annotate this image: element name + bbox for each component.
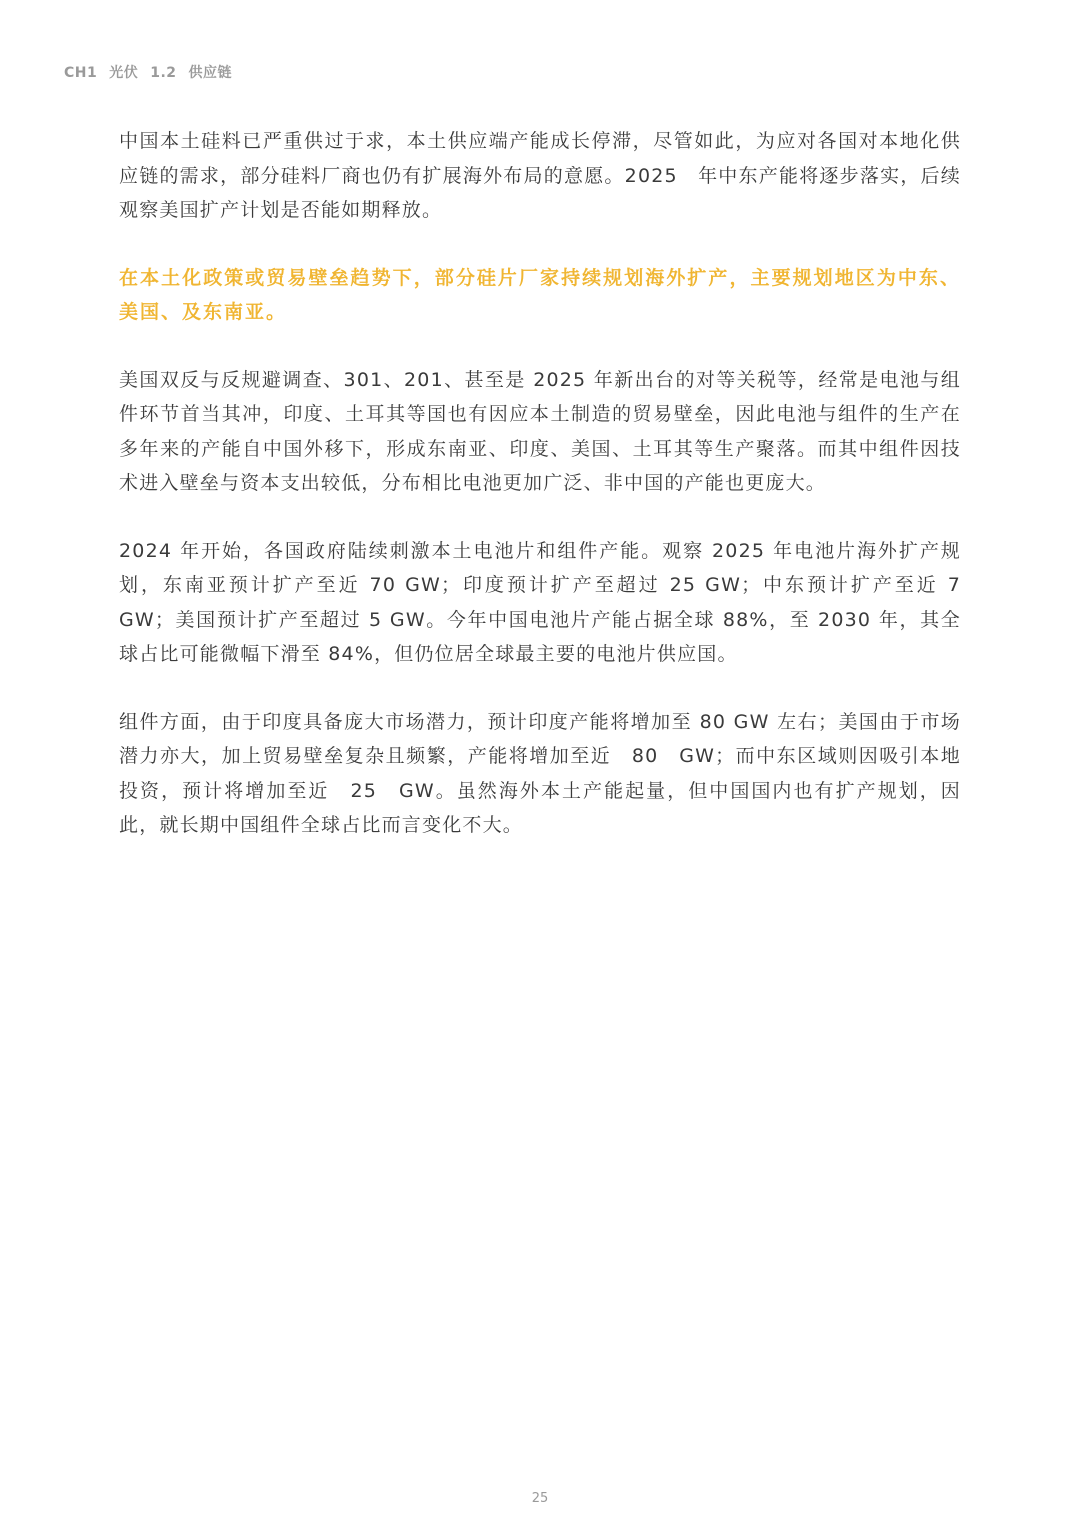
main-content [119, 124, 961, 876]
section-number: 1.2 [150, 65, 177, 81]
page-header [64, 62, 244, 82]
section-title: 供应链 [188, 65, 233, 81]
paragraph-trade-barriers: 美国双反与反规避调查、301、201、甚至是 2025 年新出台的对等关税等，经常是电池与组件环节首当其冲，印度、土耳其等国也有因应本土制造的贸易壁垒，因此电池与组件的生产在多年来的产能自中国外移下，形成东南亚、印度、美国、土耳其等生产聚落。而其中组件因技术进入壁垒与资本支出较低，分布相比电池更加广泛、非中国的产能也更庞大。 [119, 368, 961, 494]
chapter-title: 光伏 [109, 65, 139, 81]
paragraph-cell-capacity: 2024 年开始，各国政府陆续刺激本土电池片和组件产能。观察 2025 年电池片海外扩产规划，东南亚预计扩产至近 70 GW；印度预计扩产至超过 25 GW；中东预计扩产至近 7 GW；美国预计扩产至超过 5 GW。今年中国电池片产能占据全球 88%，至 2030 年，其全球占比可能微幅下滑至 84%，但仍位居全球最主要的电池片供应国。 [119, 539, 961, 665]
page-number: 25 [531, 1491, 549, 1506]
chapter-number: CH1 [64, 65, 98, 81]
paragraph-module-capacity: 组件方面，由于印度具备庞大市场潜力，预计印度产能将增加至 80 GW 左右；美国由于市场潜力亦大，加上贸易壁垒复杂且频繁，产能将增加至近 80 GW；而中东区域则因吸引本地投资，预计将增加至近 25 GW。虽然海外本土产能起量，但中国国内也有扩产规划，因此，就长期中国组件全球占比而言变化不大。 [119, 710, 961, 836]
highlight-paragraph-wafer: 在本土化政策或贸易壁垒趋势下，部分硅片厂家持续规划海外扩产，主要规划地区为中东、美国、及东南亚。 [119, 266, 961, 323]
paragraph-polysilicon: 中国本土硅料已严重供过于求，本土供应端产能成长停滞，尽管如此，为应对各国对本地化供应链的需求，部分硅料厂商也仍有扩展海外布局的意愿。2025 年中东产能将逐步落实，后续观察美国扩产计划是否能如期释放。 [119, 130, 961, 221]
